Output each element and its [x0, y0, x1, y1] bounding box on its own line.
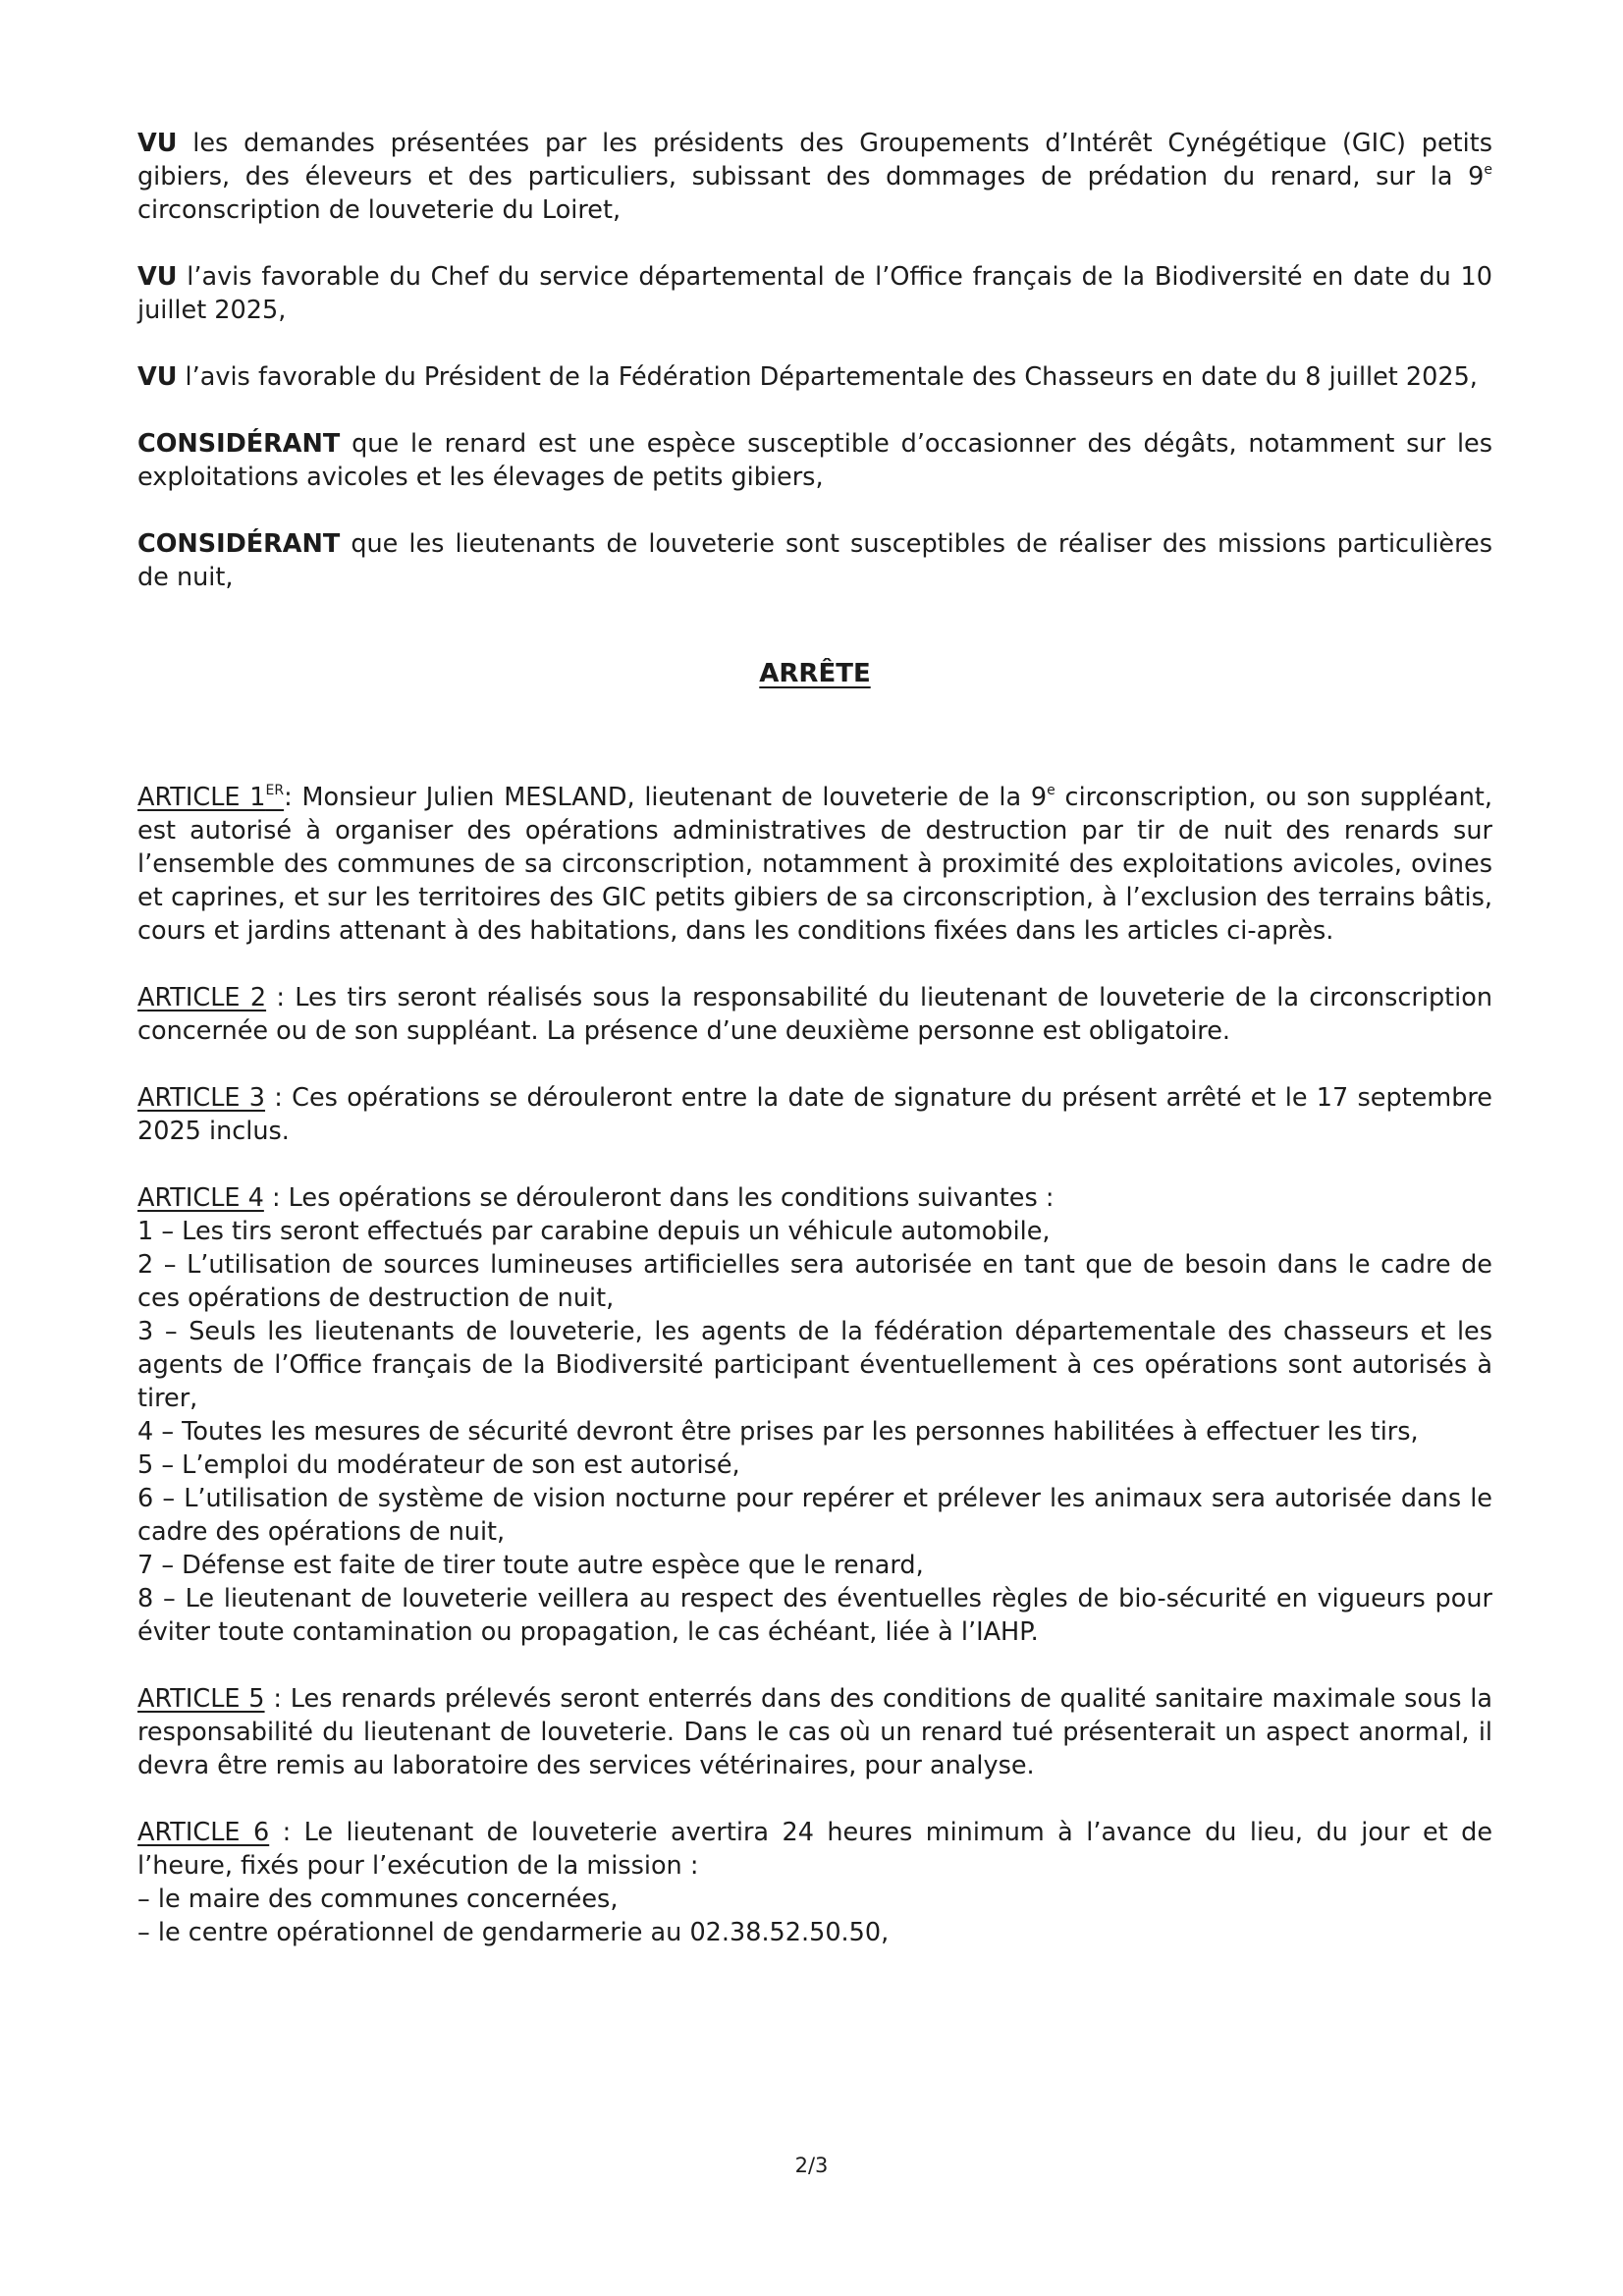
arrete-heading-wrap — [137, 659, 1492, 688]
visa-fdc: VU l’avis favorable du Président de la Fédération Départementale des Chasseurs en date du 8 juillet 2025, — [137, 362, 1478, 392]
considerant-keyword: CONSIDÉRANT — [137, 529, 341, 559]
notify-item: – le maire des communes concernées, — [137, 1885, 619, 1914]
article-2: ARTICLE 2 : Les tirs seront réalisés sous la responsabilité du lieutenant de louveterie de la circonscription concernée ou de son suppléant. La présence d’une deuxième personne est obligatoire. — [137, 983, 1492, 1046]
article-label: ARTICLE 1ER — [137, 783, 285, 812]
article-label: ARTICLE 2 — [137, 983, 267, 1012]
considerant-degats: CONSIDÉRANT que le renard est une espèce susceptible d’occasionner des dégâts, notamment sur les exploitations avicoles et les élevages de petits gibiers, — [137, 429, 1492, 492]
condition-item: 5 – L’emploi du modérateur de son est autorisé, — [137, 1450, 740, 1480]
visa-keyword: VU — [137, 262, 178, 292]
condition-item: 1 – Les tirs seront effectués par carabine depuis un véhicule automobile, — [137, 1217, 1051, 1246]
condition-item: 8 – Le lieutenant de louveterie veillera au respect des éventuelles règles de bio-sécurité en vigueurs pour éviter toute contamination ou propagation, le cas échéant, liée à l’IAHP. — [137, 1584, 1492, 1647]
article-label: ARTICLE 6 — [137, 1818, 270, 1847]
notify-item: – le centre opérationnel de gendarmerie au 02.38.52.50.50, — [137, 1918, 890, 1947]
considerant-missions: CONSIDÉRANT que les lieutenants de louveterie sont susceptibles de réaliser des missions particulières de nuit, — [137, 529, 1492, 592]
article-6: ARTICLE 6 : Le lieutenant de louveterie avertira 24 heures minimum à l’avance du lieu, du jour et de l’heure, fixés pour l’exécution de la mission : – le maire des communes concernées, – le centre opérationnel de gendarmerie au 02.38.52.50.50, — [137, 1818, 1493, 1947]
article-5: ARTICLE 5 : Les renards prélevés seront enterrés dans des conditions de qualité sanitaire maximale sous la responsabilité du lieutenant de louveterie. Dans le cas où un renard tué présenterait un aspect anormal, il devra être remis au laboratoire des services vétérinaires, pour analyse. — [137, 1684, 1492, 1780]
article-4: ARTICLE 4 : Les opérations se dérouleront dans les conditions suivantes : 1 – Les tirs seront effectués par carabine depuis un véhicule automobile, 2 – L’utilisation de sources lumineuses artificielles sera autorisée en tant que de besoin dans le cadre de ces opérations de destruction de nuit, 3 – Seuls les lieutenants de louveterie, les agents de la fédération départementale des chasseurs et les agents de l’Office français de la Biodiversité participant éventuellement à ces opérations sont autorisés à tirer, 4 – Toutes les mesures de sécurité devront être prises par les personnes habilitées à effectuer les tirs, 5 – L’emploi du modérateur de son est autorisé, 6 – L’utilisation de système de vision nocturne pour repérer et prélever les animaux sera autorisée dans le cadre des opérations de nuit, 7 – Défense est faite de tirer toute autre espèce que le renard, 8 – Le lieutenant de louveterie veillera au respect des éventuelles règles de bio-sécurité en vigueurs pour éviter toute contamination ou propagation, le cas échéant, liée à l’IAHP. — [137, 1183, 1492, 1647]
page-number: 2/3 — [794, 2154, 829, 2177]
condition-item: 3 – Seuls les lieutenants de louveterie, les agents de la fédération départementale des chasseurs et les agents de l’Office français de la Biodiversité participant éventuellement à ces opérations sont autorisés à tirer, — [137, 1317, 1492, 1413]
condition-item: 6 – L’utilisation de système de vision nocturne pour repérer et prélever les animaux sera autorisée dans le cadre des opérations de nuit, — [137, 1484, 1492, 1547]
article-label: ARTICLE 3 — [137, 1083, 266, 1113]
condition-item: 7 – Défense est faite de tirer toute autre espèce que le renard, — [137, 1551, 924, 1580]
arrete-heading: ARRÊTE — [759, 659, 871, 688]
article-label: ARTICLE 4 — [137, 1183, 264, 1213]
article-label: ARTICLE 5 — [137, 1684, 265, 1714]
article-1: ARTICLE 1ER: Monsieur Julien MESLAND, lieutenant de louveterie de la 9e circonscription, ou son suppléant, est autorisé à organiser des opérations administratives de destruction par tir de nuit des renards sur l’ensemble des communes de sa circonscription, notamment à proximité des exploitations avicoles, ovines et caprines, et sur les territoires des GIC petits gibiers de sa circonscription, à l’exclusion des terrains bâtis, cours et jardins attenant à des habitations, dans les conditions fixées dans les articles ci-après. — [137, 783, 1492, 946]
visa-keyword: VU — [137, 362, 178, 392]
considerant-keyword: CONSIDÉRANT — [137, 429, 341, 459]
visa-ofb: VU l’avis favorable du Chef du service départemental de l’Office français de la Biodiversité en date du 10 juillet 2025, — [137, 262, 1492, 325]
visa-demandes: VU les demandes présentées par les présidents des Groupements d’Intérêt Cynégétique (GIC) petits gibiers, des éleveurs et des particuliers, subissant des dommages de prédation du renard, sur la 9e circonscription de louveterie du Loiret, — [137, 129, 1492, 225]
article-3: ARTICLE 3 : Ces opérations se dérouleront entre la date de signature du présent arrêté et le 17 septembre 2025 inclus. — [137, 1083, 1492, 1146]
condition-item: 4 – Toutes les mesures de sécurité devront être prises par les personnes habilitées à effectuer les tirs, — [137, 1417, 1419, 1447]
visa-keyword: VU — [137, 129, 178, 158]
condition-item: 2 – L’utilisation de sources lumineuses artificielles sera autorisée en tant que de besoin dans le cadre de ces opérations de destruction de nuit, — [137, 1250, 1492, 1313]
